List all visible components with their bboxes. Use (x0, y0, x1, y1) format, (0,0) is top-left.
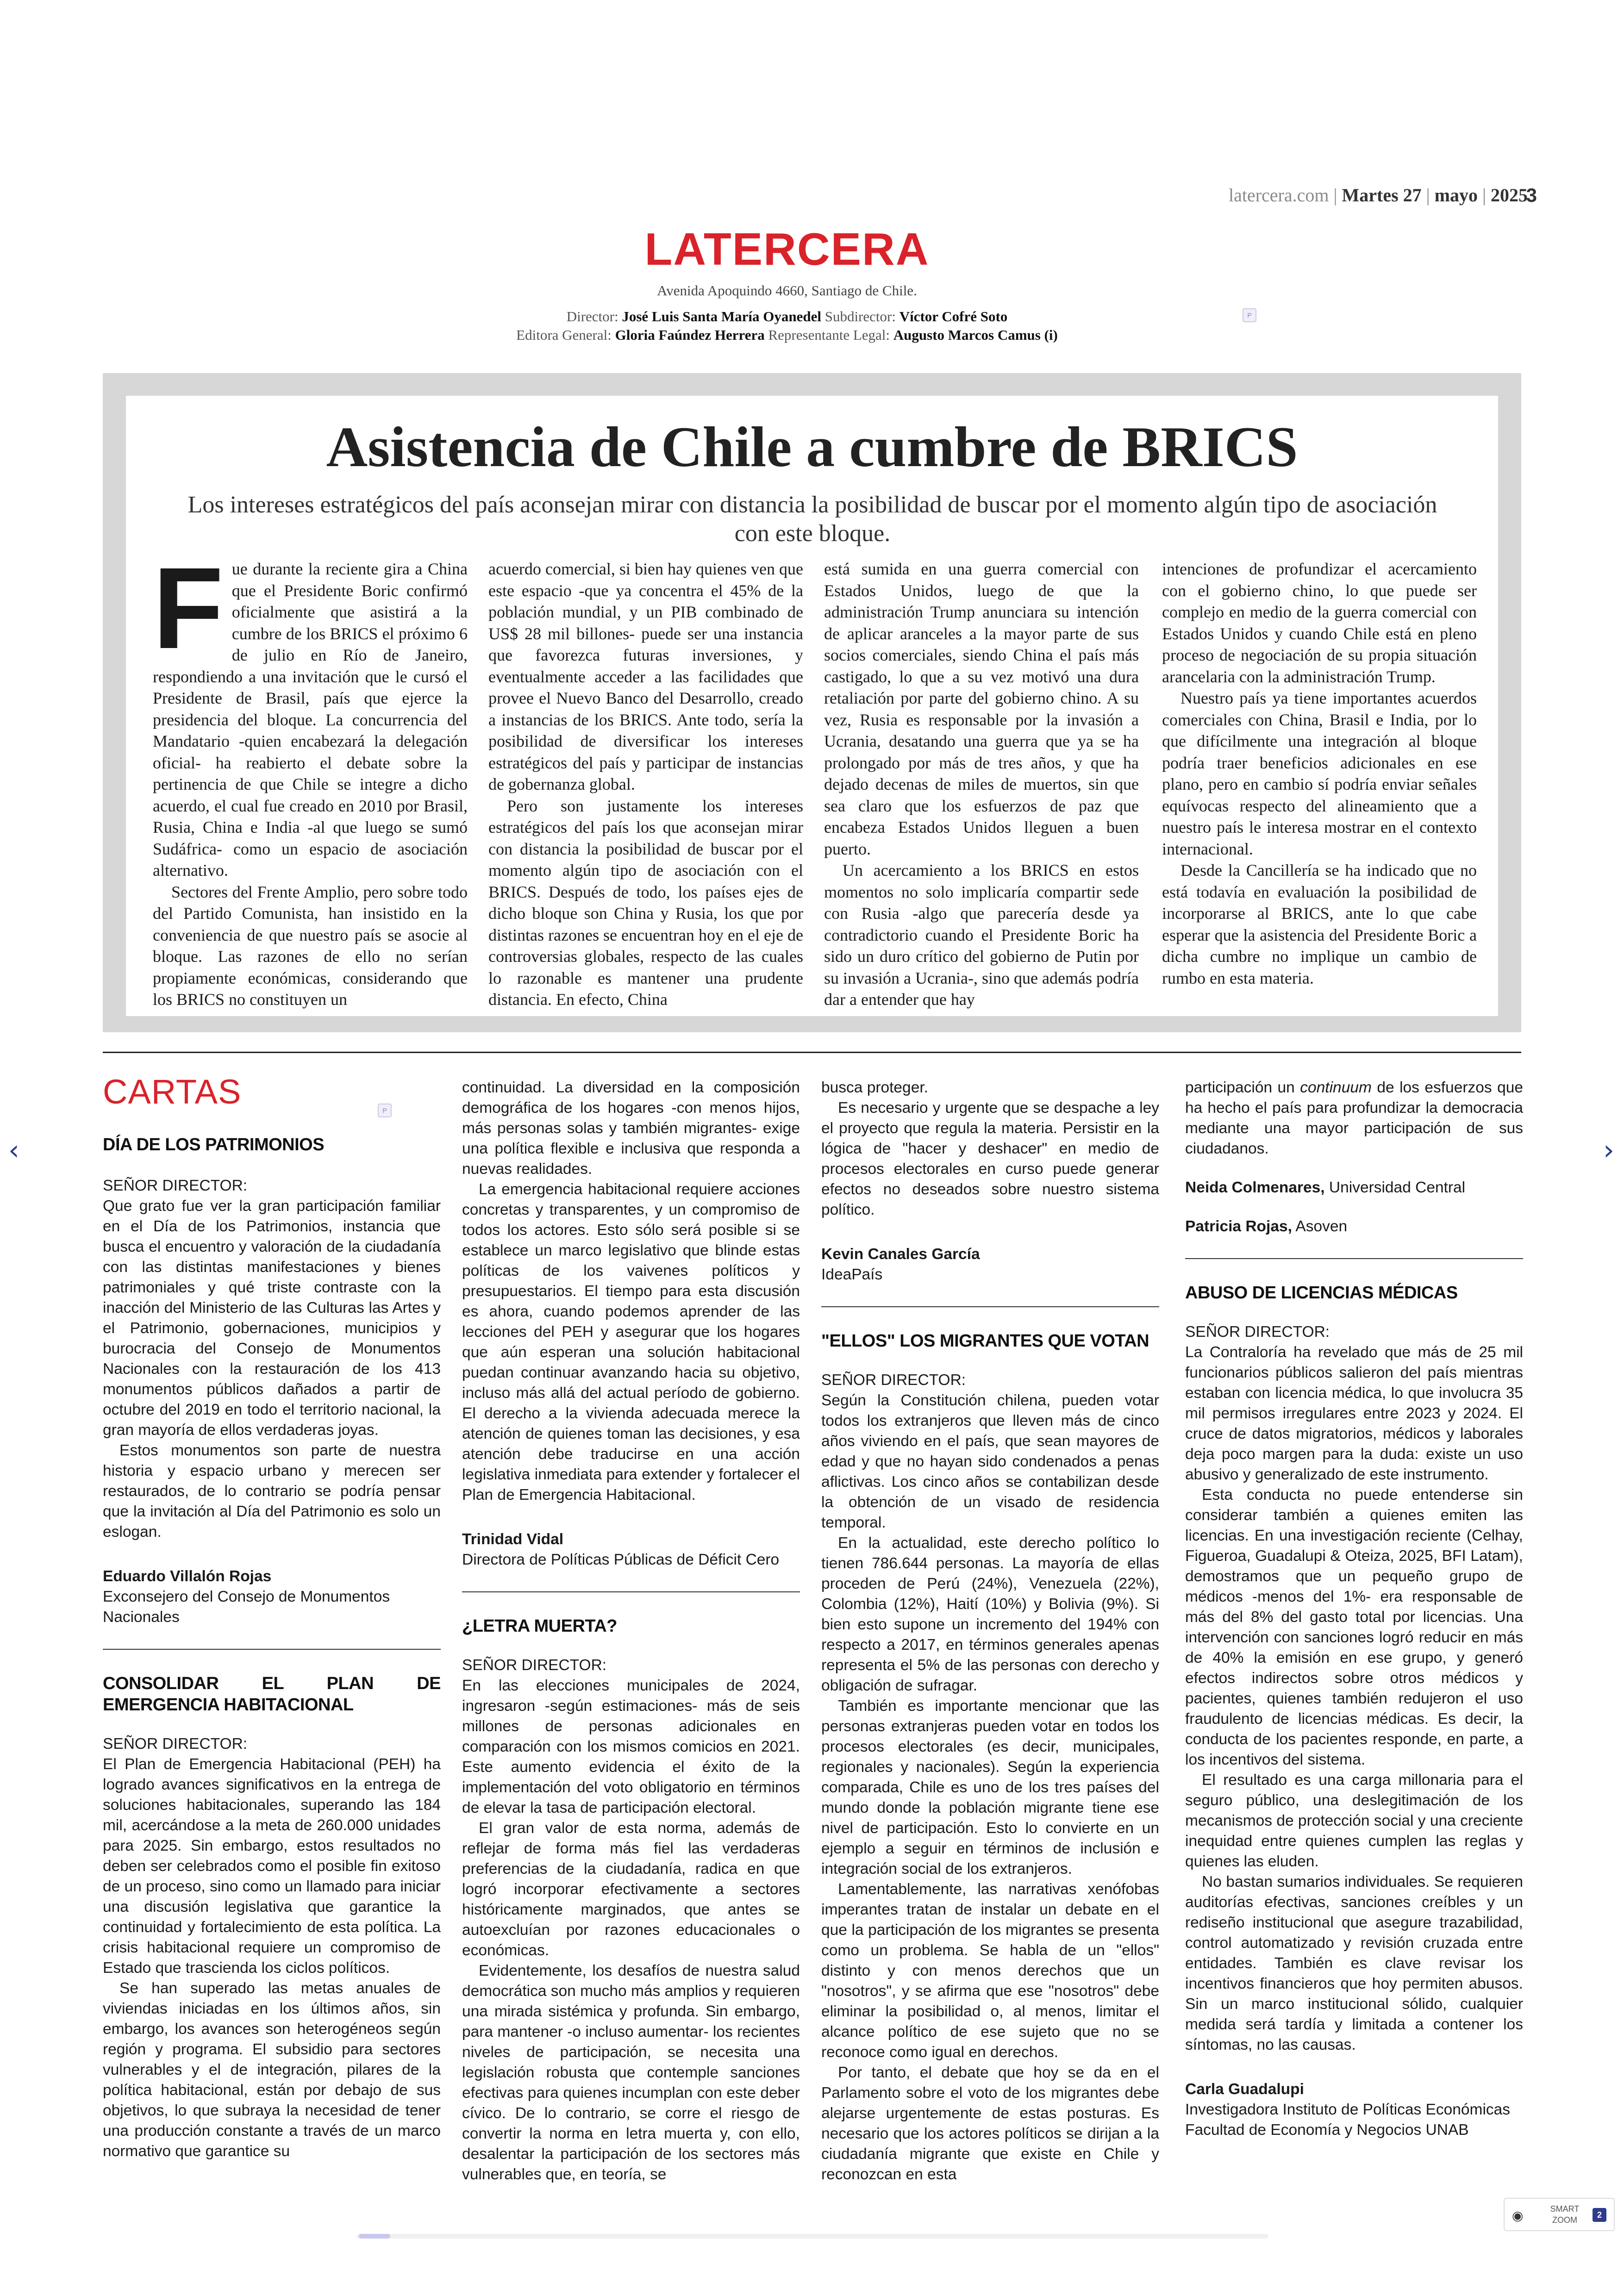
letter-headline: ¿LETRA MUERTA? (462, 1616, 617, 1636)
masthead-address: Avenida Apoquindo 4660, Santiago de Chile. (657, 282, 917, 299)
letter-author: Neida Colmenares, Universidad Central (1185, 1179, 1466, 1196)
site-url[interactable]: latercera.com (1228, 185, 1329, 206)
letters-column-4: participación un continuum de los esfuerzos que ha hecho el país para profundizar la democracia mediante una mayor participación de sus ciudadanos. Neida Colmenares, Universidad Central Patricia Rojas, Asoven ABUSO DE LICENCIAS MÉDICAS SEÑOR DIRECTOR: La Contraloría ha revelado que más de 25 mil funcionarios públicos salieron del país mientras estaban con licencia médica, lo que involucra 35 mil permisos irregulares entre 2023 y 2024. El cruce de datos migratorios, médicos y laborales deja poco margen para la duda: existe un uso abusivo y generalizado de este instrumento. Esta conducta no puede entenderse sin considerar también a quienes emiten las licencias. En una investigación reciente (Celhay, Figueroa, Guadalupi & Oteiza, 2025, BFI Latam), demostramos que un pequeño grupo de médicos -menos del 1%- era responsable de más del 8% del gasto total por licencias. Una intervención con sanciones logró reducir en más de 40% la emisión en ese grupo, y generó efectos indirectos sobre otros médicos y pacientes, quienes también redujeron el uso fraudulento de licencias médicas. Es decir, la conducta de los pacientes responde, en parte, a los incentivos del sistema. El resultado es una carga millonaria para el seguro público, una deslegitimación de los mecanismos de protección social y una creciente inequidad entre quienes cumplen las reglas y quienes las eluden. No bastan sumarios individuales. Se requieren auditorías efectivas, sanciones creíbles y un rediseño institucional que asegure trazabilidad, control automatizado y revisión cruzada entre entidades. También es clave revisar los incentivos financieros que hoy permiten abusos. Sin un marco institucional sólido, cualquier medida será tardía y limitada a contener los síntomas, no las causas. Carla Guadalupi Investigadora Instituto de Políticas Económicas Facultad de Economía y Negocios UNAB (1185, 1078, 1523, 2140)
salutation: SEÑOR DIRECTOR: (1185, 1323, 1330, 1341)
letter-author: Trinidad Vidal (462, 1531, 564, 1548)
section-divider (103, 1052, 1521, 1053)
letters-column-3: busca proteger. Es necesario y urgente que se despache a ley el proyecto que regula la materia. Persistir en la lógica de "hacer y deshacer" en medio de procesos electorales en curso puede generar efectos no deseados sobre nuestro sistema político. Kevin Canales García IdeaPaís "ELLOS" LOS MIGRANTES QUE VOTAN SEÑOR DIRECTOR: Según la Constitución chilena, pueden votar todos los extranjeros que lleven más de cinco años viviendo en el país, que sean mayores de edad y que no hayan sido condenados a penas aflictivas. Los cinco años se contabilizan desde la obtención de un visado de residencia temporal. En la actualidad, este derecho político lo tienen 786.644 personas. La mayoría de ellas proceden de Perú (24%), Venezuela (22%), Colombia (12%), Haití (10%) y Bolivia (9%). Si bien esto supone un incremento del 194% con respecto a 2017, en términos generales apenas representa el 5% de las personas con derecho y obligación de sufragar. También es importante mencionar que las personas extranjeras pueden votar en todos los procesos electorales (es decir, municipales, regionales y nacionales). Según la experiencia comparada, Chile es uno de los tres países del mundo donde la población migrante tiene ese nivel de participación. Esto lo convierte en un ejemplo a seguir en términos de inclusión e integración social de los extranjeros. Lamentablemente, las narrativas xenófobas imperantes tratan de instalar un debate en el que la participación de los migrantes se presenta como un problema. Se habla de un "ellos" distinto y con menos derechos que un "nosotros", y se afirma que ese "nosotros" debe eliminar la posibilidad o, al menos, limitar el alcance político de ese sujeto que no se reconoce como igual en derechos. Por tanto, el debate que hoy se da en el Parlamento sobre el voto de los migrantes debe alejarse urgentemente de estas posturas. Es necesario que los actores políticos se dirijan a la ciudadanía migrante que existe en Chile y reconozcan en esta (821, 1079, 1159, 2183)
marker-icon[interactable]: P (378, 1104, 392, 1117)
letter-author: Carla Guadalupi (1185, 2081, 1304, 2098)
letter-author-role: Exconsejero del Consejo de Monumentos Nacionales (103, 1588, 390, 1626)
letter-author: Eduardo Villalón Rojas (103, 1568, 272, 1585)
previous-page-arrow-icon[interactable]: ‹ (8, 1134, 19, 1166)
letter-author: Kevin Canales García (821, 1246, 980, 1263)
letter-divider (103, 1649, 441, 1650)
editorial-column-2: acuerdo comercial, si bien hay quienes ven que este espacio -que ya concentra el 45% de la población mundial, y un PIB combinado de US$ 28 mil billones- puede ser una instancia que favorezca futuras inversiones, y eventualmente acceder a las facilidades que provee el Nuevo Banco del Desarrollo, creado a instancias de los BRICS. Ante todo, sería la posibilidad de diversificar los intereses estratégicos del país y participar de instancias de gobernanza global. Pero son justamente los intereses estratégicos del país los que aconsejan mirar con distancia la posibilidad de buscar por el momento algún tipo de asociación con el BRICS. Después de todo, los países ejes de dicho bloque son China y Rusia, los que por distintas razones se encuentran hoy en el eje de controversias globales, respecto de las cuales lo razonable es mantener una prudente distancia. En efecto, China (488, 560, 803, 1009)
letter-author-role: IdeaPaís (821, 1266, 883, 1283)
dropcap: F (153, 543, 224, 673)
letter-divider (1185, 1258, 1523, 1259)
editorial-column-1: Fue durante la reciente gira a China que el Presidente Boric confirmó oficialmente que asistirá a la cumbre de los BRICS el próximo 6 de julio en Río de Janeiro, respondiendo a una invitación que le cursó el Presidente de Brasil, país que ejerce la presidencia del bloque. La concurrencia del Mandatario -quien encabezará la delegación oficial- ha reabierto el debate sobre la pertinencia de que Chile se integre a dicho acuerdo, el cual fue creado en 2010 por Brasil, Rusia, China e India -al que luego se sumó Sudáfrica- como un espacio de asociación alternativo. Sectores del Frente Amplio, pero sobre todo del Partido Comunista, han insistido en la conveniencia de que nuestro país se asocie al bloque. Las razones de ello no serían propiamente económicas, considerando que los BRICS no constituyen un (153, 543, 468, 1009)
letter-headline: ABUSO DE LICENCIAS MÉDICAS (1185, 1283, 1458, 1303)
cartas-section-title: CARTAS (103, 1073, 242, 1111)
staff-line-directors: Director: José Luis Santa María Oyanedel Subdirector: Víctor Cofré Soto (566, 308, 1008, 324)
next-page-arrow-icon[interactable]: › (1603, 1134, 1614, 1166)
marker-icon[interactable]: P (1243, 308, 1256, 322)
staff-line-editors: Editora General: Gloria Faúndez Herrera Representante Legal: Augusto Marcos Camus (i) (516, 327, 1058, 343)
letter-author-role: Directora de Políticas Públicas de Déficit Cero (462, 1551, 780, 1568)
editorial-subtitle: Los intereses estratégicos del país aconsejan mirar con distancia la posibilidad de buscar por el momento algún tipo de asociación con este bloque. (187, 492, 1437, 547)
header-year: 2025 (1491, 185, 1528, 206)
scrollbar-thumb[interactable] (359, 2234, 390, 2239)
zoom-badge: 2 (1593, 2208, 1606, 2222)
header-date: Martes 27 (1342, 185, 1422, 206)
letters-column-2: continuidad. La diversidad en la composición demográfica de los hogares -con menos hijos, más personas solas y también migrantes- exige una política flexible e inclusiva que responda a nuevas realidades. La emergencia habitacional requiere acciones concretas y transparentes, y un compromiso de todos los actores. Esto sólo será posible si se establece un marco legislativo que blinde estas políticas de los vaivenes políticos y presupuestarios. El tiempo para esta discusión es ahora, cuando podemos aprender de las lecciones del PEH y asegurar que los hogares que aún esperan una solución habitacional puedan continuar avanzando hacia su objetivo, incluso más allá del actual período de gobierno. El derecho a la vivienda adecuada merece la atención de quienes toman las decisiones, y esa atención debe traducirse en una acción legislativa inmediata para extender y fortalecer el Plan de Emergencia Habitacional. Trinidad Vidal Directora de Políticas Públicas de Déficit Cero ¿LETRA MUERTA? SEÑOR DIRECTOR: En las elecciones municipales de 2024, ingresaron -según estimaciones- más de seis millones de personas adicionales en comparación con los mismos comicios en 2021. Este aumento evidencia el éxito de la implementación del voto obligatorio en términos de elevar la tasa de participación electoral. El gran valor de esta norma, además de reflejar de forma más fiel las verdaderas preferencias de la ciudadanía, radica en que logró incorporar efectivamente a sectores históricamente marginados, que antes se autoexcluían por razones educacionales o económicas. Evidentemente, los desafíos de nuestra salud democrática son mucho más amplios y requieren una mirada sistémica y profunda. Sin embargo, para mantener -o incluso aumentar- los recientes niveles de participación, se necesita una legislación robusta que contemple sanciones efectivas para quienes incumplan con este deber cívico. De lo contrario, se corre el riesgo de convertir la norma en letra muerta y, con ello, desalentar la participación de los sectores más vulnerables que, en teoría, se (462, 1079, 800, 2183)
page-number: 3 (1526, 184, 1537, 206)
salutation: SEÑOR DIRECTOR: (462, 1657, 607, 1674)
salutation: SEÑOR DIRECTOR: (103, 1735, 248, 1752)
letter-author: Patricia Rojas, Asoven (1185, 1218, 1348, 1235)
page-header: latercera.com | Martes 27 | mayo | 2025 3 (1228, 184, 1537, 206)
editorial-column-3: está sumida en una guerra comercial con Estados Unidos, luego de que la administración Trump anunciara su intención de aplicar aranceles a la mayor parte de sus socios comerciales, siendo China el país más castigado, lo que a su vez motivó una dura retaliación por parte del gobierno chino. A su vez, Rusia es responsable por la invasión a Ucrania, desatando una guerra que ya se ha prolongado por más de tres años, y que ha dejado decenas de miles de muertos, sin que sea claro que los esfuerzos de paz que encabeza Estados Unidos lleguen a buen puerto. Un acercamiento a los BRICS en estos momentos no solo implicaría compartir sede con Rusia -algo que parecería desde ya contradictorio cuando el Presidente Boric ha sido un duro crítico del gobierno de Putin por su invasión a Ucrania-, sino que además podría dar a entender que hay (824, 560, 1139, 1009)
letter-divider (821, 1306, 1159, 1307)
letter-headline: DÍA DE LOS PATRIMONIOS (103, 1135, 325, 1154)
eye-icon: ◉ (1512, 2208, 1524, 2223)
masthead-logo: LATERCERA (644, 224, 930, 274)
smart-zoom-label: SMART ZOOM (1550, 2204, 1580, 2225)
letter-headline: "ELLOS" LOS MIGRANTES QUE VOTAN (821, 1331, 1149, 1351)
letter-divider (462, 1591, 800, 1592)
editorial-title: Asistencia de Chile a cumbre de BRICS (326, 415, 1298, 479)
smart-zoom-button[interactable] (1504, 2198, 1615, 2231)
letters-column-1: DÍA DE LOS PATRIMONIOS SEÑOR DIRECTOR: Que grato fue ver la gran participación familiar en el Día de los Patrimonios, instancia que busca el encuentro y valoración de la ciudadanía con las distintas manifestaciones y bienes patrimoniales y qué triste contraste con la inacción del Ministerio de las Culturas las Artes y el Patrimonio, gobernaciones, municipios y burocracia del Consejo de Monumentos Nacionales con la restauración de los 413 monumentos públicos dañados a partir de octubre del 2019 en todo el territorio nacional, la gran mayoría de ellos verdaderas joyas. Estos monumentos son parte de nuestra historia y espacio urbano y merecen ser restaurados, de lo contrario se podría pensar que la invitación al Día del Patrimonio es solo un eslogan. Eduardo Villalón Rojas Exconsejero del Consejo de Monumentos Nacionales CONSOLIDAR EL PLAN DE EMERGENCIA HABITACIONAL SEÑOR DIRECTOR: El Plan de Emergencia Habitacional (PEH) ha logrado avances significativos en la entrega de soluciones habitacionales, superando las 184 mil, acercándose a la meta de 260.000 unidades para 2025. Sin embargo, estos resultados no deben ser celebrados como el posible fin exitoso de un proceso, sino como un llamado para iniciar una discusión legislativa que garantice la continuidad y fortalecimiento de esta política. La crisis habitacional requiere un compromiso de Estado que trascienda los ciclos políticos. Se han superado las metas anuales de viviendas iniciadas en los últimos años, sin embargo, los avances son heterogéneos según región y programa. El subsidio para sectores vulnerables y el de integración, pilares de la política habitacional, están por debajo de sus objetivos, lo que subraya la necesidad de tener una producción constante a través de un marco normativo que garantice su (103, 1135, 441, 2160)
horizontal-scrollbar[interactable] (356, 2234, 1268, 2239)
letter-author-role: Investigadora Instituto de Políticas Económicas Facultad de Economía y Negocios UNAB (1185, 2101, 1511, 2139)
header-month: mayo (1434, 185, 1478, 206)
letter-headline: CONSOLIDAR EL PLAN DE EMERGENCIA HABITACIONAL (103, 1674, 441, 1715)
salutation: SEÑOR DIRECTOR: (821, 1372, 966, 1389)
editorial-column-4: intenciones de profundizar el acercamiento con el gobierno chino, lo que puede ser complejo en medio de la guerra comercial con Estados Unidos y cuando Chile está en pleno proceso de negociación de su propia situación arancelaria con la administración Trump. Nuestro país ya tiene importantes acuerdos comerciales con China, Brasil e India, por lo que difícilmente una integración al bloque podría traer beneficios adicionales en ese plano, pero en cambio sí podría enviar señales equívocas respecto del alineamiento que a nuestro país le interesa mostrar en el contexto internacional. Desde la Cancillería se ha indicado que no está todavía en evaluación la posibilidad de incorporarse al BRICS, ante lo que cabe esperar que la asistencia del Presidente Boric a dicha cumbre no implique un cambio de rumbo en esta materia. (1162, 560, 1477, 987)
salutation: SEÑOR DIRECTOR: (103, 1177, 248, 1194)
